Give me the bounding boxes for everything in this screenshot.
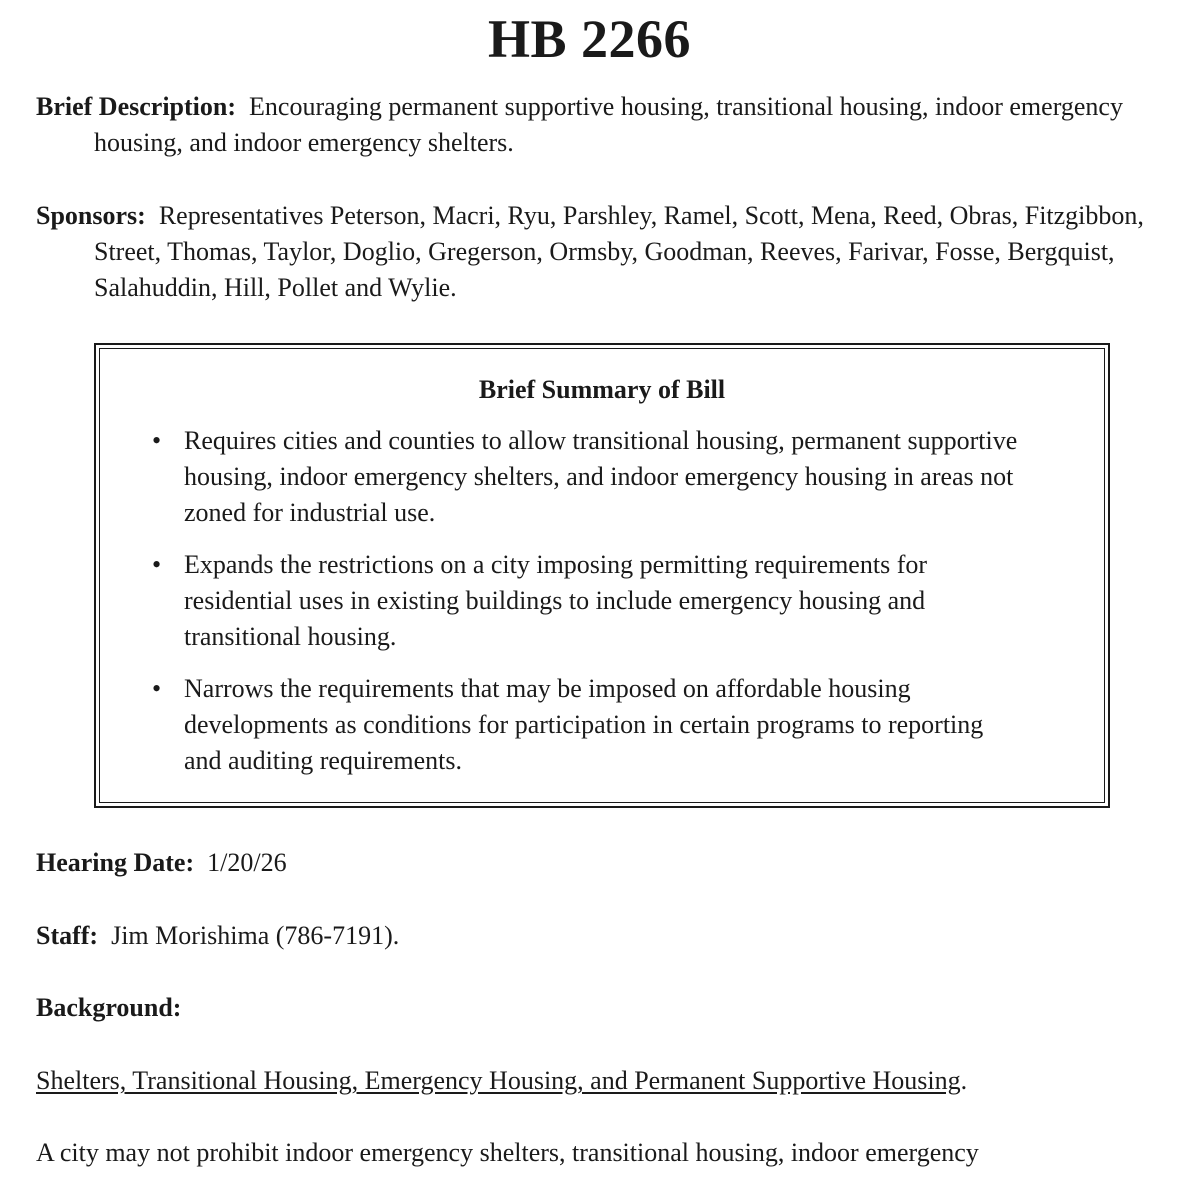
summary-bullet-text: Requires cities and counties to allow transitional housing, permanent supportive housing, indoor emergency shelters, and indoor emergency housing in areas not zoned for industrial use. <box>184 426 1018 527</box>
background-heading: Background: <box>36 993 182 1022</box>
sponsors-text: Representatives Peterson, Macri, Ryu, Parshley, Ramel, Scott, Mena, Reed, Obras, Fitzgibbon, Street, Thomas, Taylor, Doglio, Gregerson, Ormsby, Goodman, Reeves, Farivar, Fosse, Bergquist, Salahuddin, Hill, Pollet and Wylie. <box>94 201 1144 302</box>
brief-description-text: Encouraging permanent supportive housing, transitional housing, indoor emergency housing, and indoor emergency shelters. <box>94 92 1123 157</box>
staff <box>36 918 399 954</box>
summary-bullet-text: Expands the restrictions on a city imposing permitting requirements for residential uses in existing buildings to include emergency housing and transitional housing. <box>184 550 928 651</box>
staff-label: Staff: <box>36 921 99 950</box>
background-subheading <box>36 1063 967 1099</box>
brief-description-label: Brief Description: <box>36 92 237 121</box>
brief-summary-title: Brief Summary of Bill <box>478 375 726 404</box>
hearing-date-label: Hearing Date: <box>36 848 195 877</box>
sponsors-label: Sponsors: <box>36 201 146 230</box>
hearing-date-value: 1/20/26 <box>207 848 287 877</box>
summary-bullet-text: Narrows the requirements that may be imposed on affordable housing developments as conditions for participation in certain programs to reporting and auditing requirements. <box>184 674 984 775</box>
summary-bullet <box>152 423 1022 531</box>
background-subheading-text: Shelters, Transitional Housing, Emergency Housing, and Permanent Supportive Housing <box>36 1066 961 1095</box>
summary-bullet-list <box>152 423 1022 795</box>
summary-bullet <box>152 547 1022 655</box>
bill-number-title: HB 2266 <box>487 9 692 69</box>
sponsors <box>36 198 1149 306</box>
bullet-icon: • <box>152 426 162 455</box>
staff-value: Jim Morishima (786-7191). <box>111 921 400 950</box>
brief-summary-box <box>94 343 1110 808</box>
bullet-icon: • <box>152 550 162 579</box>
bullet-icon: • <box>152 674 162 703</box>
background-subheading-period: . <box>960 1066 968 1095</box>
brief-description <box>36 89 1149 161</box>
summary-bullet <box>152 671 1022 779</box>
hearing-date <box>36 845 287 881</box>
background-body-text: A city may not prohibit indoor emergency shelters, transitional housing, indoor emergency <box>36 1138 979 1167</box>
